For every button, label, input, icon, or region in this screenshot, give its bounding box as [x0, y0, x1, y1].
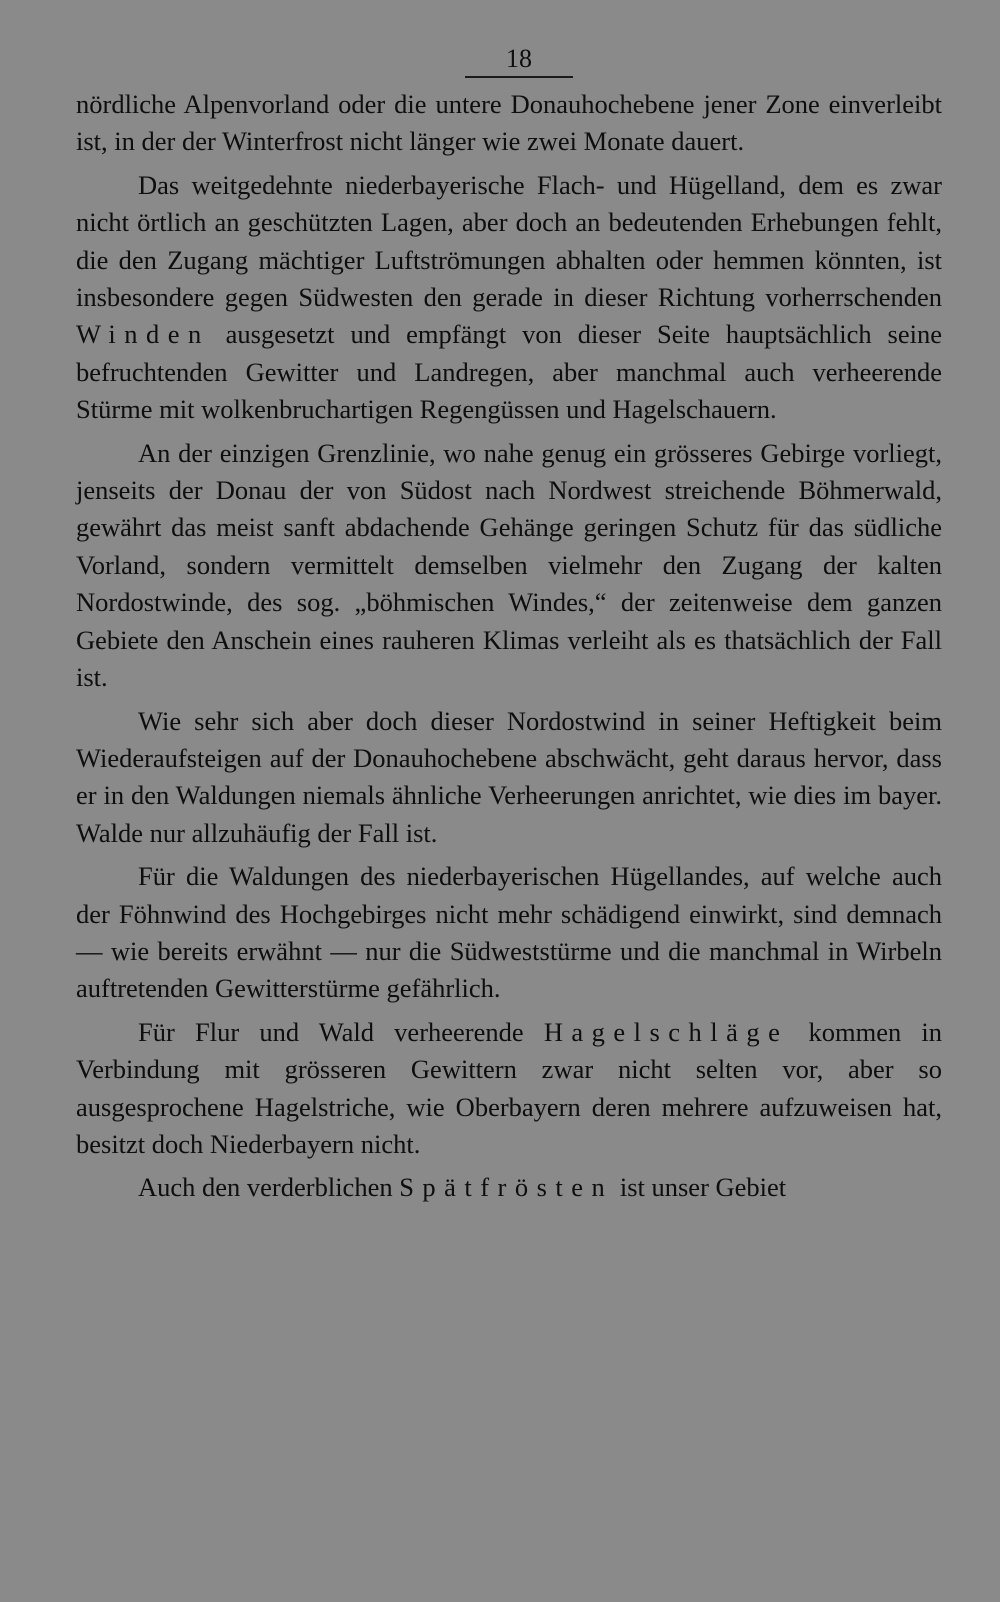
text-run: Für die Waldungen des niederbayerischen Hügellandes, auf welche auch der Föhnwind des Hochgebirges nicht mehr schädigend einwirkt, sind demnach — wie bereits erwähnt — nur die Südweststürme und die manchmal in Wirbeln auftretenden Gewitterstürme gefährlich. [76, 861, 942, 1004]
body-text [76, 86, 942, 1207]
text-run: kommen in Verbindung mit grösseren Gewittern zwar nicht selten vor, aber so ausgesprochene Hagelstriche, wie Oberbayern deren mehrere aufzuweisen hat, besitzt doch Niederbayern nicht. [76, 1016, 942, 1159]
text-run: Wie sehr sich aber doch dieser Nordostwind in seiner Heftigkeit beim Wiederaufsteigen auf der Donauhochebene abschwächt, geht daraus hervor, dass er in den Waldungen niemals ähnliche Verheerungen anrichtet, wie dies im bayer. Walde nur allzuhäufig der Fall ist. [76, 705, 942, 848]
text-run: An der einzigen Grenzlinie, wo nahe genug ein grösseres Gebirge vorliegt, jenseits der Donau der von Südost nach Nordwest streichende Böhmerwald, gewährt das meist sanft abdachende Gehänge geringen Schutz für das südliche Vorland, sondern vermittelt demselben vielmehr den Zugang der kalten Nordostwinde, des sog. „böhmischen Windes,“ der zeitenweise dem ganzen Gebiete den Anschein eines rauheren Klimas verleiht als es thatsächlich der Fall ist. [76, 437, 942, 693]
text-run: ist unser Gebiet [613, 1172, 787, 1203]
emphasized-term: Winden [76, 319, 210, 350]
text-run: nördliche Alpenvorland oder die untere Donauhochebene jener Zone einverleibt ist, in der der Winterfrost nicht länger wie zwei Monate dauert. [76, 89, 942, 157]
emphasized-term: Hagelschläge [543, 1016, 789, 1047]
paragraph [76, 435, 942, 697]
paragraph [76, 86, 942, 161]
paragraph [76, 858, 942, 1008]
paragraph [76, 167, 942, 429]
document-page [76, 40, 942, 1207]
emphasized-term: Spätfrösten [399, 1172, 614, 1203]
text-run: Auch den verderblichen [138, 1172, 400, 1203]
text-run: Das weitgedehnte niederbayerische Flach- und Hügelland, dem es zwar nicht örtlich an geschützten Lagen, aber doch an bedeutenden Erhebungen fehlt, die den Zugang mächtiger Luftströmungen abhalten oder hemmen könnten, ist insbesondere gegen Südwesten den gerade in dieser Richtung vorherrschenden [76, 169, 942, 313]
text-run: ausgesetzt und empfängt von dieser Seite hauptsächlich seine befruchtenden Gewitter und Landregen, aber manchmal auch verheerende Stürme mit wolkenbruchartigen Regengüssen und Hagelschauern. [76, 319, 942, 425]
text-run: Für Flur und Wald verheerende [138, 1016, 544, 1047]
page-number: 18 [465, 44, 573, 78]
paragraph [76, 1169, 942, 1206]
paragraph [76, 1014, 942, 1164]
page-header [76, 40, 942, 86]
paragraph [76, 703, 942, 853]
